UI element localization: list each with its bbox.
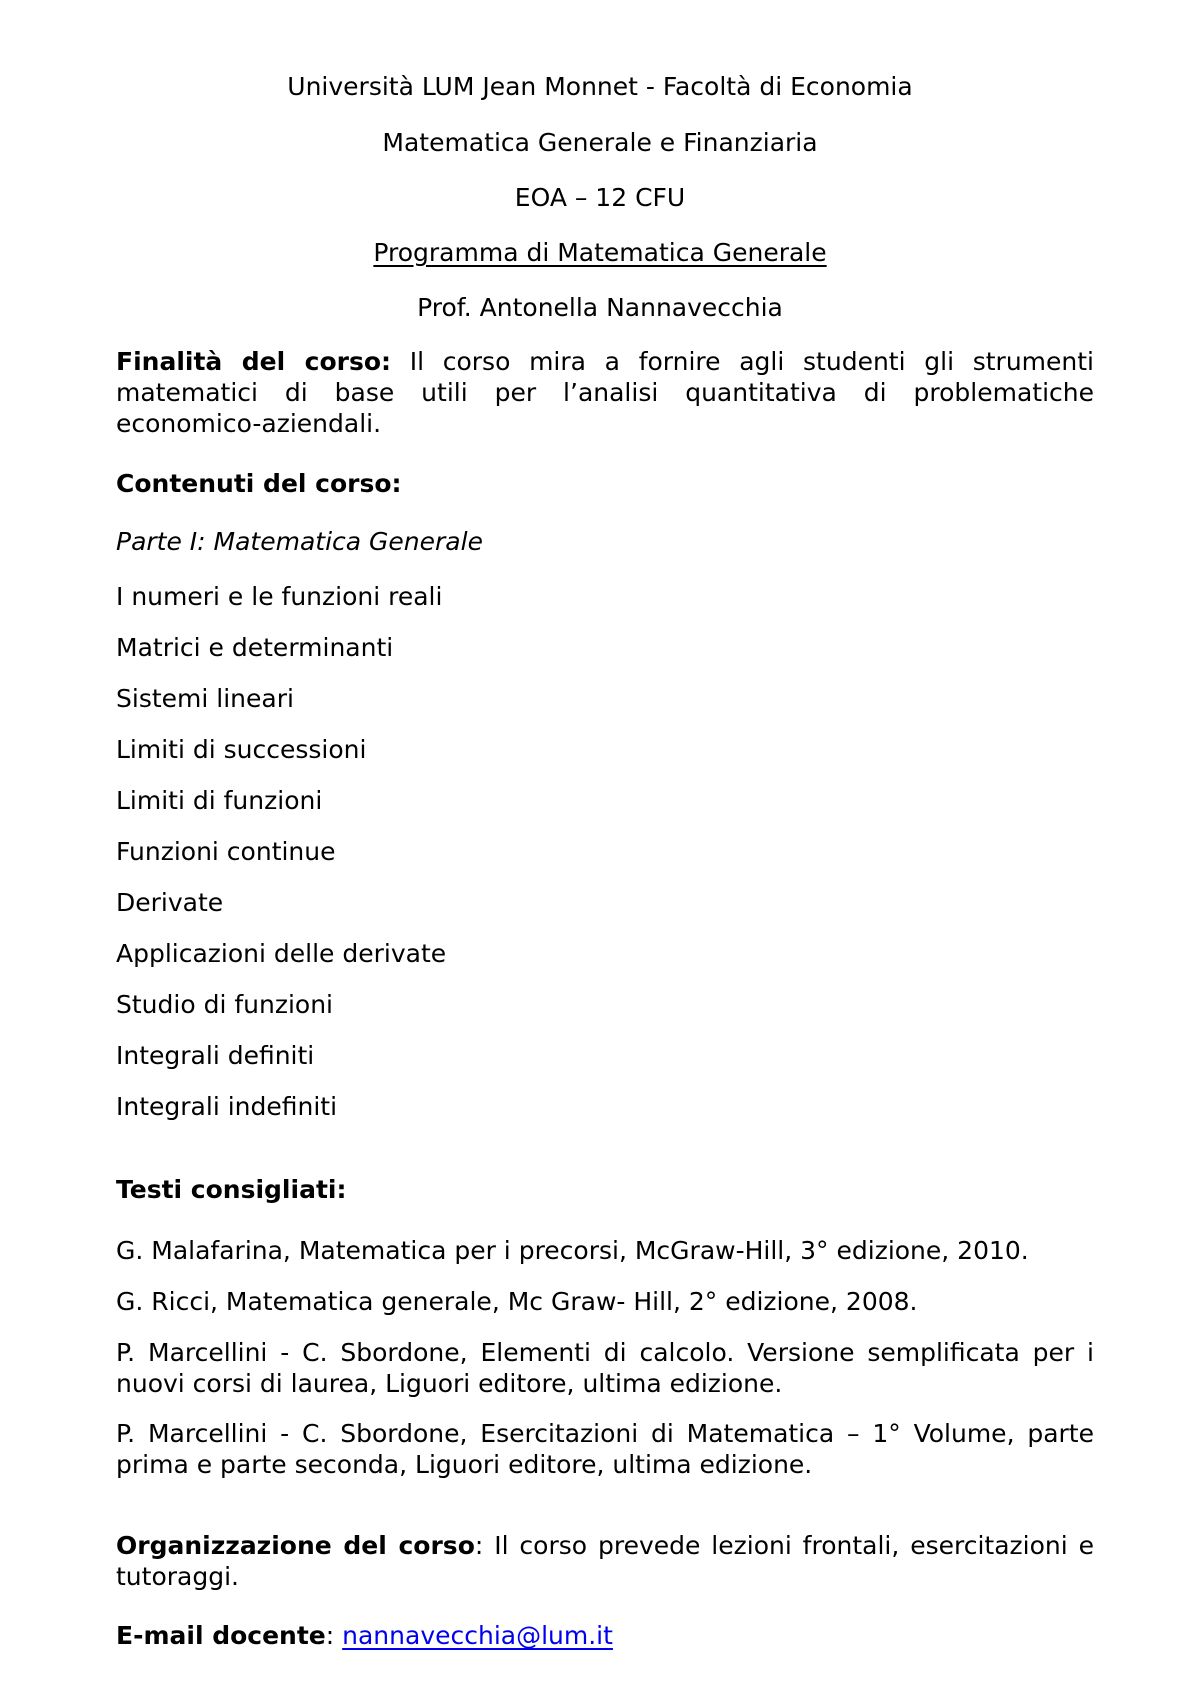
program-title-text: Programma di Matematica Generale bbox=[373, 238, 827, 267]
book-entry: G. Malafarina, Matematica per i precorsi, McGraw-Hill, 3° edizione, 2010. bbox=[116, 1236, 1029, 1265]
course-organization-text: : Il corso prevede lezioni frontali, esercitazioni e tutoraggi. bbox=[116, 1531, 1094, 1591]
topic-item: Matrici e determinanti bbox=[116, 633, 394, 662]
topic-item: I numeri e le funzioni reali bbox=[116, 582, 443, 611]
topic-item: Applicazioni delle derivate bbox=[116, 939, 447, 968]
topic-item: Funzioni continue bbox=[116, 837, 336, 866]
university-heading: Università LUM Jean Monnet - Facoltà di Economia bbox=[287, 72, 913, 101]
topic-item: Limiti di successioni bbox=[116, 735, 367, 764]
topic-item: Integrali definiti bbox=[116, 1041, 315, 1070]
book-entry: G. Ricci, Matematica generale, Mc Graw- Hill, 2° edizione, 2008. bbox=[116, 1287, 918, 1316]
topic-item: Integrali indefiniti bbox=[116, 1092, 338, 1121]
teacher-email-label: E-mail docente bbox=[116, 1621, 326, 1650]
professor-name: Prof. Antonella Nannavecchia bbox=[417, 293, 783, 322]
contents-part-title: Parte I: Matematica Generale bbox=[116, 527, 483, 556]
course-aims-label: Finalità del corso: bbox=[116, 347, 391, 376]
topic-item: Derivate bbox=[116, 888, 224, 917]
course-organization-label: Organizzazione del corso bbox=[116, 1531, 475, 1560]
book-entry: P. Marcellini - C. Sbordone, Esercitazioni di Matematica – 1° Volume, parte prima e parte seconda, Liguori editore, ultima edizione. bbox=[116, 1419, 1094, 1479]
topic-item: Limiti di funzioni bbox=[116, 786, 323, 815]
texts-heading: Testi consigliati: bbox=[116, 1175, 347, 1204]
teacher-email-link[interactable]: nannavecchia@lum.it bbox=[342, 1621, 613, 1650]
course-code: EOA – 12 CFU bbox=[514, 183, 686, 212]
course-aims-text: Il corso mira a fornire agli studenti gli strumenti matematici di base utili per l’analisi quantitativa di problematiche economico-aziendali. bbox=[116, 347, 1094, 438]
contents-heading: Contenuti del corso: bbox=[116, 469, 402, 498]
topic-item: Studio di funzioni bbox=[116, 990, 333, 1019]
topic-item: Sistemi lineari bbox=[116, 684, 294, 713]
course-organization bbox=[116, 1530, 1094, 1592]
program-title bbox=[0, 237, 1200, 269]
course-title: Matematica Generale e Finanziaria bbox=[382, 128, 818, 157]
book-entry: P. Marcellini - C. Sbordone, Elementi di calcolo. Versione semplificata per i nuovi corsi di laurea, Liguori editore, ultima edizione. bbox=[116, 1338, 1094, 1398]
course-aims bbox=[116, 346, 1094, 439]
teacher-email-separator: : bbox=[325, 1621, 343, 1650]
teacher-email bbox=[116, 1620, 1094, 1651]
